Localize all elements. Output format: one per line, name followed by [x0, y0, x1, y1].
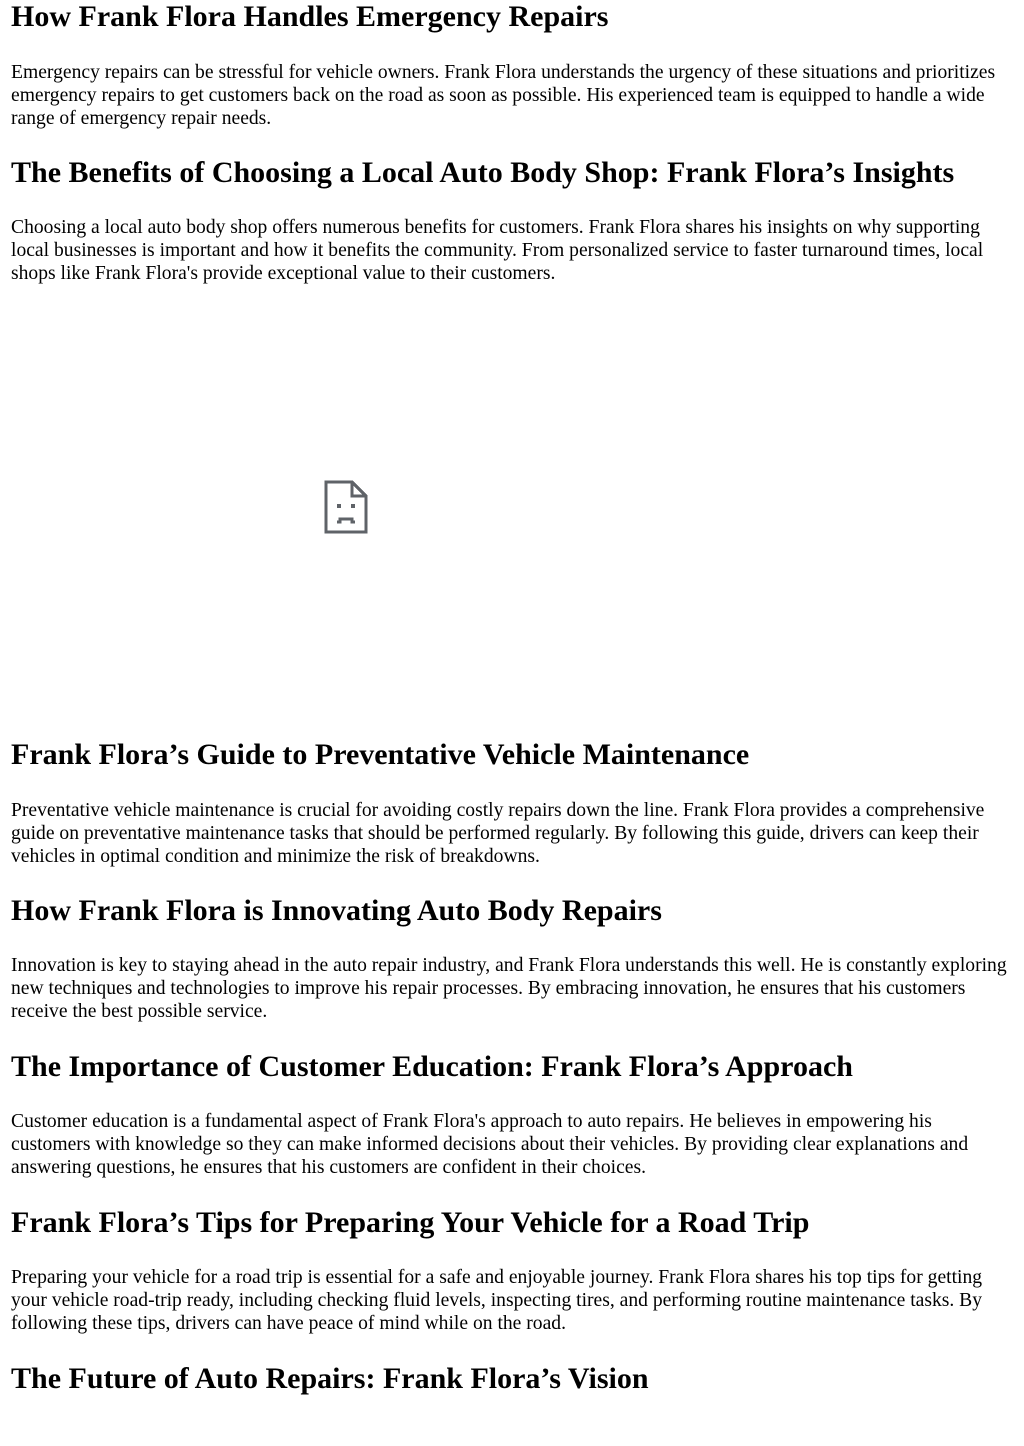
- section-body-local-shop-benefits: Choosing a local auto body shop offers numerous benefits for customers. Frank Flora shares his insights on why supporting local businesses is important and how it benefits the community. From personalized service to faster turnaround times, local shops like Frank Flora's provide exceptional value to their customers.: [11, 217, 984, 284]
- section-body-preventative-maintenance: Preventative vehicle maintenance is crucial for avoiding costly repairs down the line. Frank Flora provides a comprehensive guide on preventative maintenance tasks that should be performed regularly. By following this guide, drivers can keep their vehicles in optimal condition and minimize the risk of breakdowns.: [11, 800, 985, 867]
- section-body-emergency-repairs: Emergency repairs can be stressful for vehicle owners. Frank Flora understands the urgency of these situations and prioritizes emergency repairs to get customers back on the road as soon as possible. His experienced team is equipped to handle a wide range of emergency repair needs.: [11, 62, 996, 129]
- section-body-road-trip-tips: Preparing your vehicle for a road trip is essential for a safe and enjoyable journey. Frank Flora shares his top tips for getting your vehicle road-trip ready, including checking fluid levels, inspecting tires, and performing routine maintenance tasks. By following these tips, drivers can have peace of mind while on the road.: [11, 1267, 983, 1334]
- section-body-innovating-repairs: Innovation is key to staying ahead in the auto repair industry, and Frank Flora understands this well. He is constantly exploring new techniques and technologies to improve his repair processes. By embracing innovation, he ensures that his customers receive the best possible service.: [11, 955, 1007, 1022]
- section-heading-emergency-repairs: How Frank Flora Handles Emergency Repairs: [11, 0, 609, 33]
- section-heading-local-shop-benefits: The Benefits of Choosing a Local Auto Body Shop: Frank Flora’s Insights: [11, 156, 955, 189]
- section-heading-preventative-maintenance: Frank Flora’s Guide to Preventative Vehicle Maintenance: [11, 738, 750, 771]
- section-heading-innovating-repairs: How Frank Flora is Innovating Auto Body Repairs: [11, 894, 662, 927]
- section-body-customer-education: Customer education is a fundamental aspect of Frank Flora's approach to auto repairs. He believes in empowering his customers with knowledge so they can make informed decisions about their vehicles. By providing clear explanations and answering questions, he ensures that his customers are confident in their choices.: [11, 1111, 969, 1178]
- section-heading-future-vision: The Future of Auto Repairs: Frank Flora’s Vision: [11, 1362, 649, 1395]
- section-heading-customer-education: The Importance of Customer Education: Frank Flora’s Approach: [11, 1050, 853, 1083]
- section-heading-road-trip-tips: Frank Flora’s Tips for Preparing Your Vehicle for a Road Trip: [11, 1206, 810, 1239]
- broken-image-icon: [324, 480, 368, 534]
